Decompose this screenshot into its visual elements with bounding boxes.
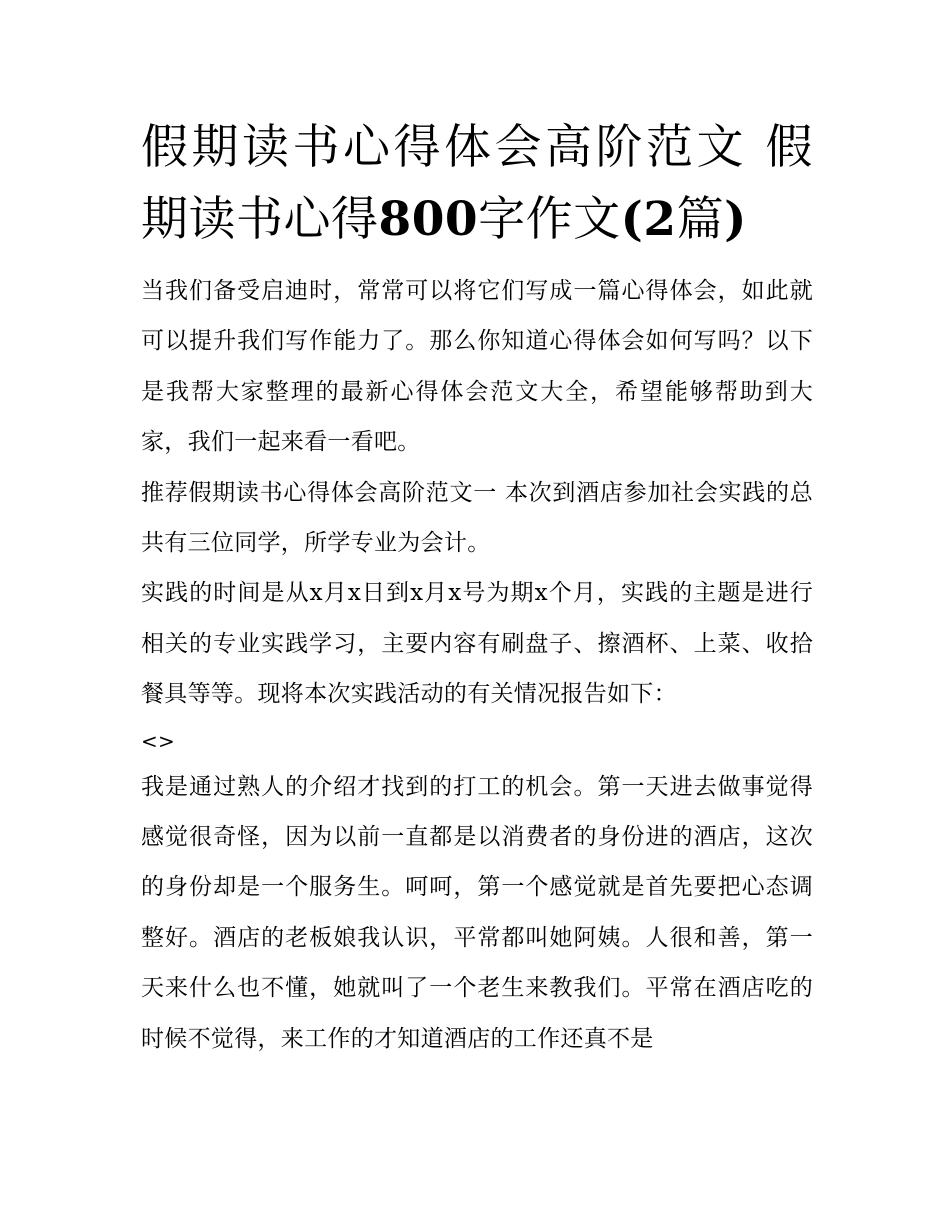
practice-time-paragraph: 实践的时间是从x月x日到x月x号为期x个月，实践的主题是进行相关的专业实践学习，主要内容有刷盘子、擦酒杯、上菜、收拾餐具等等。现将本次实践活动的有关情况报告如下： [141, 580, 813, 708]
document-title: 假期读书心得体会高阶范文 假期读书心得800字作文(2篇) [141, 120, 813, 247]
document-body [141, 266, 813, 1064]
placeholder-marker: <> [141, 728, 176, 753]
document-page [141, 112, 813, 1064]
essay-one-opening-paragraph: 推荐假期读书心得体会高阶范文一 本次到酒店参加社会实践的总共有三位同学，所学专业为会计。 [141, 479, 813, 557]
intro-paragraph: 当我们备受启迪时，常常可以将它们写成一篇心得体会，如此就可以提升我们写作能力了。那么你知道心得体会如何写吗？以下是我帮大家整理的最新心得体会范文大全，希望能够帮助到大家，我们一起来看一看吧。 [141, 278, 813, 456]
work-experience-paragraph: 我是通过熟人的介绍才找到的打工的机会。第一天进去做事觉得感觉很奇怪，因为以前一直都是以消费者的身份进的酒店，这次的身份却是一个服务生。呵呵，第一个感觉就是首先要把心态调整好。酒店的老板娘我认识，平常都叫她阿姨。人很和善，第一天来什么也不懂，她就叫了一个老生来教我们。平常在酒店吃的时候不觉得，来工作的才知道酒店的工作还真不是 [141, 773, 813, 1052]
